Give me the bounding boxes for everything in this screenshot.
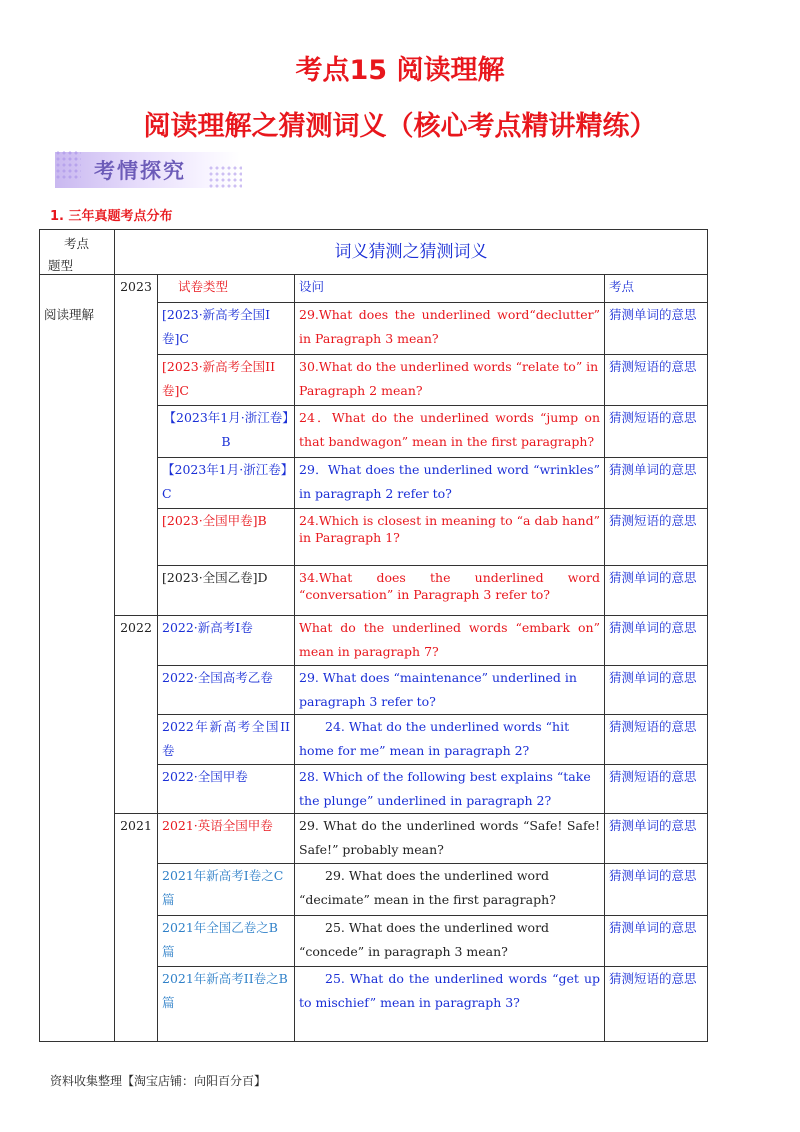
section-heading: 1. 三年真题考点分布 bbox=[50, 209, 173, 224]
paper-cell: 2021年全国乙卷之B篇 bbox=[158, 916, 295, 967]
table-row bbox=[40, 616, 708, 666]
question-cell: 29. What does “maintenance” underlined in paragraph 3 refer to? bbox=[295, 666, 605, 715]
question-cell: 29.What does the underlined word“declutter” in Paragraph 3 mean? bbox=[295, 303, 605, 355]
table-main-header: 词义猜测之猜测词义 bbox=[115, 230, 708, 275]
question-cell: 25. What do the underlined words “get up to mischief” mean in paragraph 3? bbox=[295, 967, 605, 1042]
paper-cell: 2022·全国高考乙卷 bbox=[158, 666, 295, 715]
question-type-cell: 阅读理解 bbox=[40, 275, 115, 1042]
point-cell: 猜测短语的意思 bbox=[605, 765, 708, 814]
banner-decoration bbox=[55, 150, 81, 180]
banner-title: 考情探究 bbox=[94, 159, 186, 183]
paper-cell: 2022·全国甲卷 bbox=[158, 765, 295, 814]
question-cell: 29. What does the underlined word “decimate” mean in the first paragraph? bbox=[295, 864, 605, 916]
question-cell: 24.Which is closest in meaning to “a dab hand” in Paragraph 1? bbox=[295, 509, 605, 566]
point-cell: 猜测单词的意思 bbox=[605, 864, 708, 916]
corner-top-label: 考点 bbox=[64, 236, 90, 251]
point-cell: 猜测单词的意思 bbox=[605, 666, 708, 715]
col-header-paper: 试卷类型 bbox=[158, 275, 295, 303]
question-cell: 25. What does the underlined word “concede” in paragraph 3 mean? bbox=[295, 916, 605, 967]
point-cell: 猜测单词的意思 bbox=[605, 458, 708, 509]
point-cell: 猜测单词的意思 bbox=[605, 303, 708, 355]
question-cell: What do the underlined words “embark on” mean in paragraph 7? bbox=[295, 616, 605, 666]
question-cell: 24. What do the underlined words “hit home for me” mean in paragraph 2? bbox=[295, 715, 605, 765]
point-cell: 猜测短语的意思 bbox=[605, 509, 708, 566]
paper-cell: 2021年新高考I卷之C篇 bbox=[158, 864, 295, 916]
table-row bbox=[40, 814, 708, 864]
year-cell: 2022 bbox=[115, 616, 158, 814]
point-cell: 猜测单词的意思 bbox=[605, 916, 708, 967]
question-cell: 28. Which of the following best explains “take the plunge” underlined in paragraph 2? bbox=[295, 765, 605, 814]
point-cell: 猜测单词的意思 bbox=[605, 814, 708, 864]
paper-cell: 2021·英语全国甲卷 bbox=[158, 814, 295, 864]
question-cell: 30.What do the underlined words “relate to” in Paragraph 2 mean? bbox=[295, 355, 605, 406]
point-cell: 猜测单词的意思 bbox=[605, 616, 708, 666]
point-cell: 猜测短语的意思 bbox=[605, 355, 708, 406]
question-cell: 34.What does the underlined word “conversation” in Paragraph 3 refer to? bbox=[295, 566, 605, 616]
paper-cell: 【2023年1月·浙江卷】B bbox=[158, 406, 295, 458]
paper-cell: 2022·新高考I卷 bbox=[158, 616, 295, 666]
year-cell: 2023 bbox=[115, 275, 158, 616]
col-header-question: 设问 bbox=[295, 275, 605, 303]
exam-distribution-table bbox=[39, 229, 708, 1042]
paper-cell: 2021年新高考II卷之B篇 bbox=[158, 967, 295, 1042]
corner-header bbox=[40, 230, 115, 275]
footer-note: 资料收集整理【淘宝店铺：向阳百分百】 bbox=[50, 1074, 267, 1088]
page-title: 考点15 阅读理解 bbox=[295, 55, 505, 86]
question-cell: 29．What does the underlined word “wrinkles” in paragraph 2 refer to? bbox=[295, 458, 605, 509]
point-cell: 猜测单词的意思 bbox=[605, 566, 708, 616]
year-cell: 2021 bbox=[115, 814, 158, 1042]
col-header-point: 考点 bbox=[605, 275, 708, 303]
corner-bottom-label: 题型 bbox=[48, 258, 74, 273]
point-cell: 猜测短语的意思 bbox=[605, 967, 708, 1042]
paper-cell: [2023·新高考全国I卷]C bbox=[158, 303, 295, 355]
point-cell: 猜测短语的意思 bbox=[605, 406, 708, 458]
point-cell: 猜测短语的意思 bbox=[605, 715, 708, 765]
paper-cell: [2023·新高考全国II卷]C bbox=[158, 355, 295, 406]
question-cell: 29. What do the underlined words “Safe! Safe! Safe!” probably mean? bbox=[295, 814, 605, 864]
paper-cell: 2022年新高考全国II卷 bbox=[158, 715, 295, 765]
banner-decoration bbox=[208, 165, 242, 189]
paper-cell: 【2023年1月·浙江卷】C bbox=[158, 458, 295, 509]
paper-cell: [2023·全国甲卷]B bbox=[158, 509, 295, 566]
paper-cell: [2023·全国乙卷]D bbox=[158, 566, 295, 616]
page-subtitle: 阅读理解之猜测词义（核心考点精讲精练） bbox=[143, 111, 657, 142]
question-cell: 24．What do the underlined words “jump on that bandwagon” mean in the first paragraph? bbox=[295, 406, 605, 458]
